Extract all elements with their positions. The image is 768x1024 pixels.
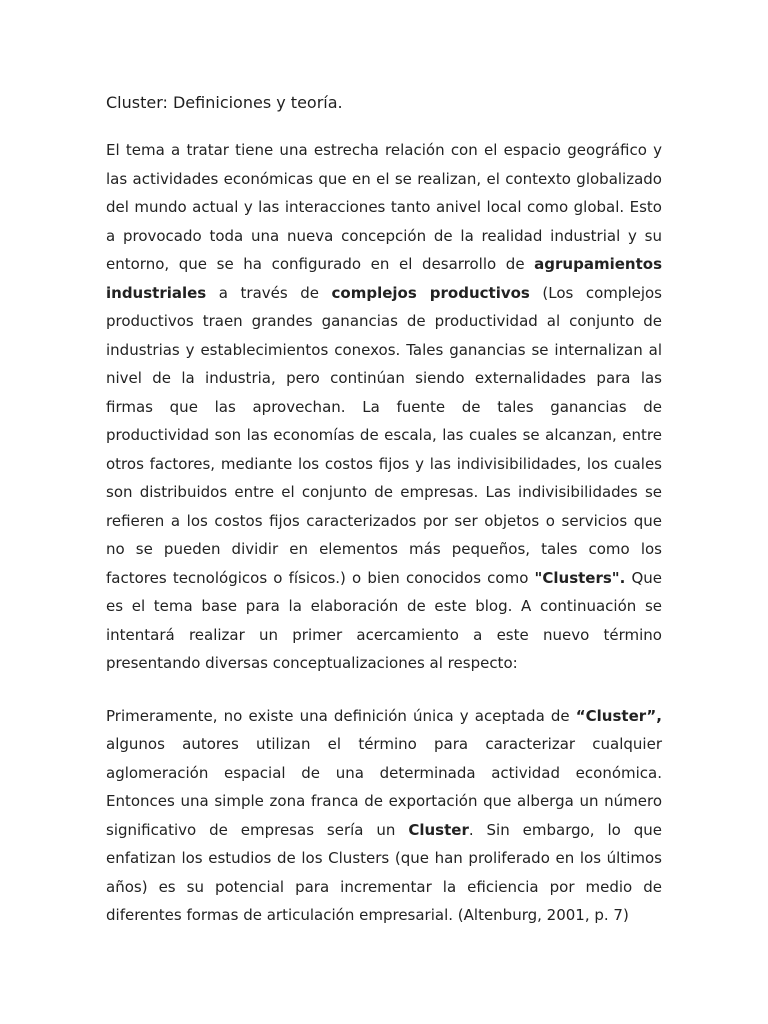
term-clusters: "Clusters".: [534, 568, 626, 587]
term-cluster: Cluster: [408, 820, 469, 839]
paragraph-intro-text-2: a través de: [206, 283, 332, 302]
paragraph-definition-text-3: . Sin embargo, lo que enfatizan los estudios de los Clusters (que han proliferado en los últimos años) es su potencial para incrementar la eficiencia por medio de diferentes formas de articulación empresarial. (Altenburg, 2001, p. 7): [106, 820, 663, 924]
paragraph-intro-text-4: Que es el tema base para la elaboración de este blog. A continuación se intentará realizar un primer acercamiento a este nuevo término presentando diversas conceptualizaciones al respecto:: [106, 568, 663, 672]
paragraph-intro-text-1: El tema a tratar tiene una estrecha relación con el espacio geográfico y las actividades económicas que en el se realizan, el contexto globalizado del mundo actual y las interacciones tanto anivel local como global. Esto a provocado toda una nueva concepción de la realidad industrial y su entorno, que se ha configurado en el desarrollo de: [106, 141, 662, 273]
paragraph-intro: [106, 136, 662, 678]
paragraph-definition: [106, 702, 662, 930]
paragraph-intro-text-3: (Los complejos productivos traen grandes ganancias de productividad al conjunto de industrias y establecimientos conexos. Tales ganancias se internalizan al nivel de la industria, pero continúan siendo externalidades para las firmas que las aprovechan. La fuente de tales ganancias de productividad son las economías de escala, las cuales se alcanzan, entre otros factores, mediante los costos fijos y las indivisibilidades, los cuales son distribuidos entre el conjunto de empresas. Las indivisibilidades se refieren a los costos fijos caracterizados por ser objetos o servicios que no se pueden dividir en elementos más pequeños, tales como los factores tecnológicos o físicos.) o bien conocidos como: [106, 283, 662, 587]
paragraph-definition-text-2: algunos autores utilizan el término para caracterizar cualquier aglomeración espacial de una determinada actividad económica. Entonces una simple zona franca de exportación que alberga un número significativo de empresas sería un: [106, 735, 662, 839]
document-title: Cluster: Definiciones y teoría.: [106, 93, 343, 112]
term-cluster-quoted: “Cluster”,: [575, 706, 662, 725]
term-agrupamientos-industriales: agrupamientos industriales: [106, 255, 662, 302]
paragraph-definition-text-1: Primeramente, no existe una definición única y aceptada de: [106, 706, 576, 725]
term-complejos-productivos: complejos productivos: [331, 283, 530, 302]
